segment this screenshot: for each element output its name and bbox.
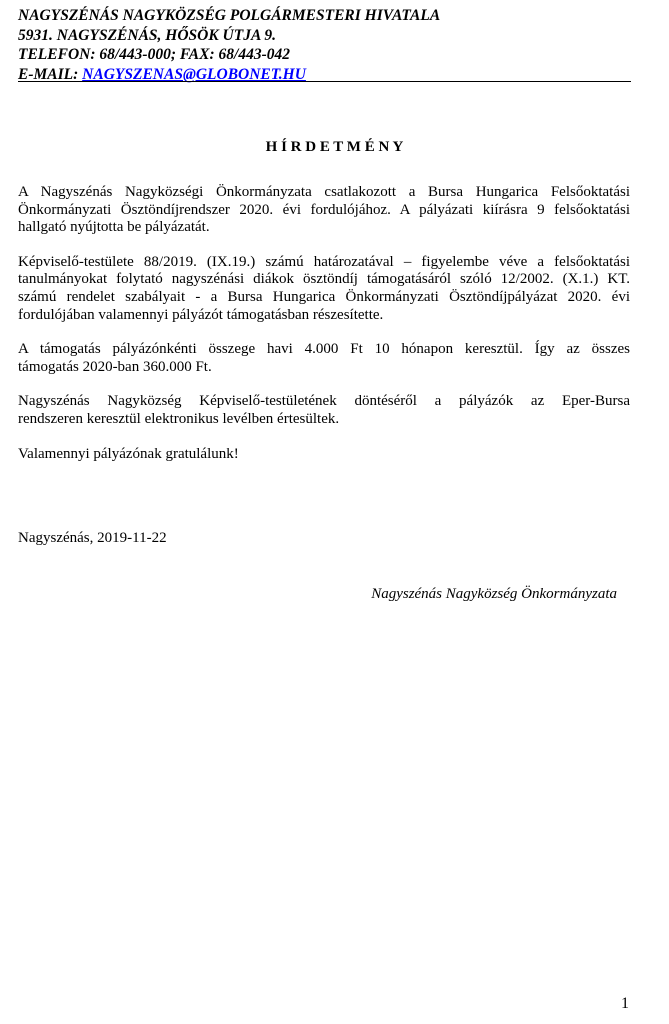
paragraph-3 <box>18 341 630 376</box>
document-body <box>18 184 630 480</box>
letterhead <box>18 6 633 84</box>
paragraph-line: hallgató nyújtotta be pályázatát. <box>18 219 210 236</box>
paragraph-5 <box>18 446 630 464</box>
paragraph-2 <box>18 254 630 324</box>
paragraph-line: fordulójában valamennyi pályázót támogatásban részesítette. <box>18 306 384 323</box>
email-link[interactable]: NAGYSZENAS@GLOBONET.HU <box>82 65 306 83</box>
office-address: 5931. NAGYSZÉNÁS, HŐSÖK ÚTJA 9. <box>18 26 276 44</box>
office-phone-fax: TELEFON: 68/443-000; FAX: 68/443-042 <box>18 46 290 63</box>
paragraph-1 <box>18 184 630 237</box>
paragraph-line: Valamennyi pályázónak gratulálunk! <box>18 445 239 462</box>
document-title: H Í R D E T M É N Y <box>265 139 404 155</box>
paragraph-line: A Nagyszénás Nagyközségi Önkormányzata csatlakozott a Bursa Hungarica Felsőoktatási <box>18 184 630 200</box>
paragraph-4 <box>18 393 630 428</box>
paragraph-line: támogatás 2020-ban 360.000 Ft. <box>18 358 212 375</box>
paragraph-line: rendszeren keresztül elektronikus levélben értesültek. <box>18 410 340 427</box>
paragraph-line: Képviselő-testülete 88/2019. (IX.19.) számú határozatával – figyelembe véve a felsőoktatási <box>18 253 630 270</box>
header-divider <box>18 81 631 82</box>
paragraph-line: A támogatás pályázónkénti összege havi 4.000 Ft 10 hónapon keresztül. Így az összes <box>18 341 630 358</box>
office-name: NAGYSZÉNÁS NAGYKÖZSÉG POLGÁRMESTERI HIVATALA <box>18 7 441 24</box>
paragraph-line: Önkormányzati Ösztöndíjrendszer 2020. évi fordulójához. A pályázati kiírásra 9 felsőoktatási <box>18 201 630 218</box>
document-date: Nagyszénás, 2019-11-22 <box>18 530 167 546</box>
signature: Nagyszénás Nagyközség Önkormányzata <box>371 586 617 602</box>
paragraph-line: számú rendelet szabályait - a Bursa Hungarica Önkormányzati Ösztöndíjpályázat 2020. évi <box>18 288 630 305</box>
page-number: 1 <box>621 995 629 1012</box>
paragraph-line: Nagyszénás Nagyközség Képviselő-testületének döntéséről a pályázók az Eper-Bursa <box>18 393 630 410</box>
paragraph-line: tanulmányokat folytató nagyszénási diákok ösztöndíj támogatásáról szóló 12/2002. (X.1.) KT. <box>18 271 630 288</box>
email-label: E-MAIL: <box>18 65 83 83</box>
